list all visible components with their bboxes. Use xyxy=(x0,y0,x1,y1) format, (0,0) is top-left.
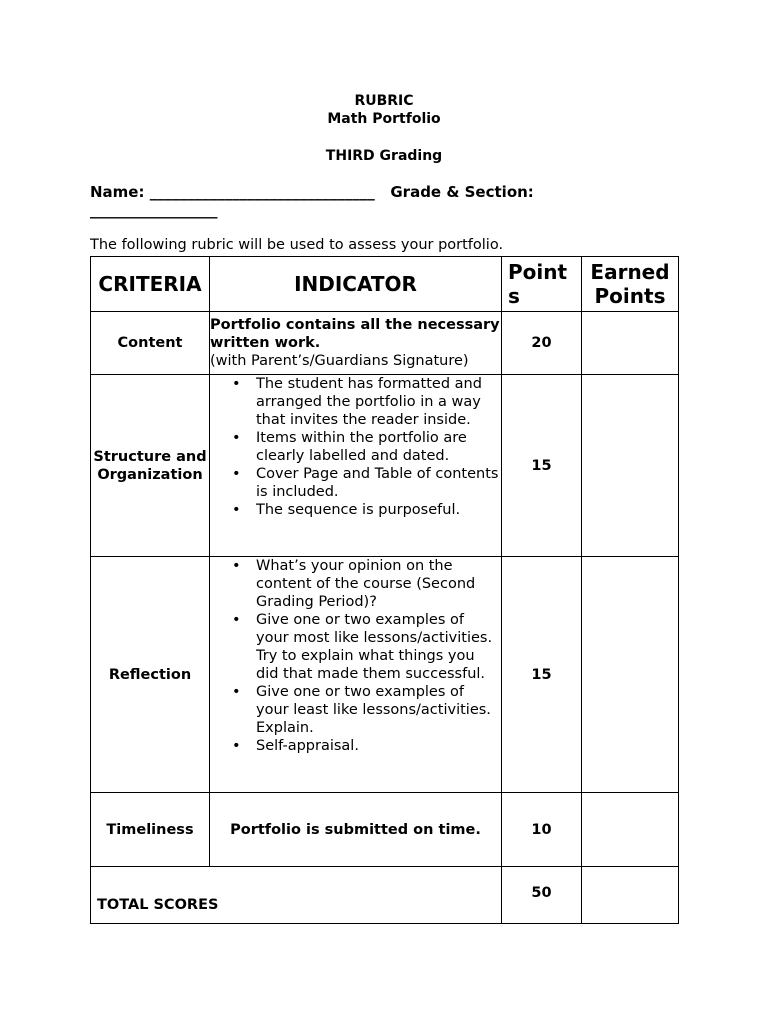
list-item: • Cover Page and Table of contents is included. xyxy=(256,465,501,501)
total-earned-cell[interactable] xyxy=(582,867,679,924)
header-row xyxy=(91,257,679,312)
table-row xyxy=(91,375,679,557)
list-item: • The sequence is purposeful. xyxy=(256,501,501,519)
earned-points-cell[interactable] xyxy=(582,793,679,867)
list-item: • What’s your opinion on the content of the course (Second Grading Period)? xyxy=(256,557,501,611)
list-item: • Give one or two examples of your least like lessons/activities. Explain. xyxy=(256,683,501,737)
indicator-cell xyxy=(210,557,502,793)
rubric-table xyxy=(90,256,679,924)
indicator-cell: Portfolio is submitted on time. xyxy=(210,793,502,867)
earned-points-header: Earned Points xyxy=(582,257,679,312)
list-item: • Self-appraisal. xyxy=(256,737,501,755)
list-item: • Give one or two examples of your most like lessons/activities. Try to explain what things you did that made them successful. xyxy=(256,611,501,683)
rubric-title: RUBRIC xyxy=(354,93,414,109)
list-item: • The student has formatted and arranged the portfolio in a way that invites the reader inside. xyxy=(256,375,501,429)
points-header: Point s xyxy=(502,257,582,312)
indicator-text: Portfolio contains all the necessary written work. xyxy=(210,317,500,351)
indicator-cell xyxy=(210,375,502,557)
indicator-header: INDICATOR xyxy=(210,257,502,312)
total-points-cell: 50 xyxy=(502,867,582,924)
points-cell: 15 xyxy=(502,557,582,793)
total-row xyxy=(91,867,679,924)
total-scores-label: TOTAL SCORES xyxy=(91,867,502,924)
grading-period: THIRD Grading xyxy=(325,148,443,164)
criteria-cell: Timeliness xyxy=(91,793,210,867)
criteria-cell: Content xyxy=(91,312,210,375)
table-row xyxy=(91,557,679,793)
intro-text: The following rubric will be used to assess your portfolio. xyxy=(90,237,504,253)
table-row xyxy=(91,312,679,375)
earned-points-cell[interactable] xyxy=(582,312,679,375)
name-and-section-line: Name: ______________________________ Grade & Section: xyxy=(90,183,534,201)
indicator-list xyxy=(210,557,501,755)
list-item: • Items within the portfolio are clearly labelled and dated. xyxy=(256,429,501,465)
criteria-header: CRITERIA xyxy=(91,257,210,312)
points-cell: 10 xyxy=(502,793,582,867)
indicator-list xyxy=(210,375,501,519)
criteria-cell: Reflection xyxy=(91,557,210,793)
indicator-note: (with Parent’s/Guardians Signature) xyxy=(210,353,469,369)
section-blank-line: _________________ xyxy=(90,201,218,219)
points-cell: 15 xyxy=(502,375,582,557)
table-row xyxy=(91,793,679,867)
criteria-cell: Structure and Organization xyxy=(91,375,210,557)
earned-points-cell[interactable] xyxy=(582,557,679,793)
rubric-subtitle: Math Portfolio xyxy=(327,111,441,127)
earned-points-cell[interactable] xyxy=(582,375,679,557)
points-cell: 20 xyxy=(502,312,582,375)
indicator-cell xyxy=(210,312,502,375)
